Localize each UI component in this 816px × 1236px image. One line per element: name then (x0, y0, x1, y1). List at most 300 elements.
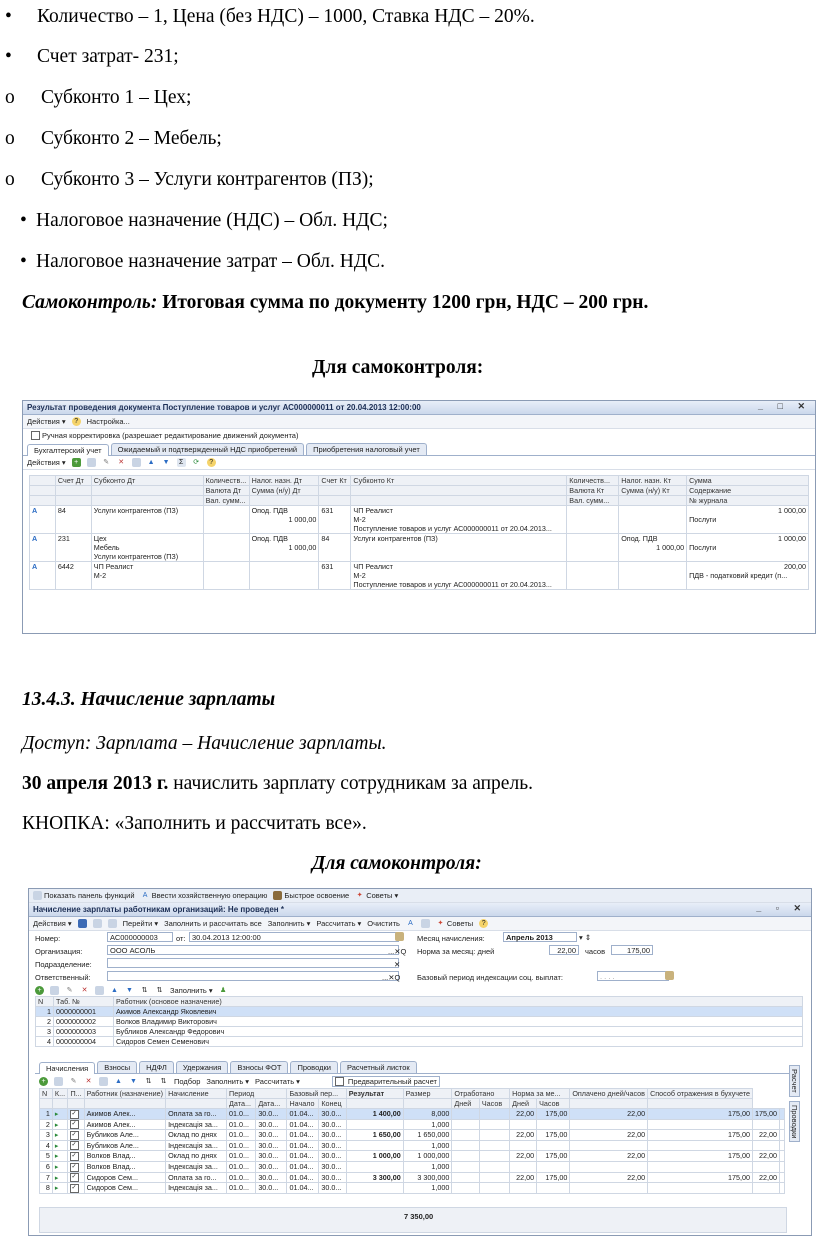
sum-cell (687, 524, 809, 534)
accrual-cell: 01.0... (227, 1109, 256, 1120)
refresh-icon[interactable]: ⟳ (193, 459, 200, 466)
employee-row[interactable] (36, 1017, 803, 1027)
accrual-cell: 30.0... (256, 1183, 287, 1194)
accruals-subheader-cell: Дата... (256, 1099, 287, 1109)
subconto-kt-cell: М-2 (351, 571, 567, 580)
line-subconto-1: o Субконто 1 – Цех; (5, 87, 192, 108)
acc-sort-icon[interactable]: ⇅ (145, 1077, 152, 1085)
accrual-num-cell: 4 (40, 1140, 53, 1151)
side-tab-calc[interactable]: Расчет (789, 1065, 800, 1097)
emp-copy-icon[interactable] (50, 986, 59, 995)
tax-kt-cell (619, 571, 687, 580)
accrual-cell (452, 1161, 480, 1172)
accrual-toolbar (39, 1075, 440, 1087)
tax-kt-cell (619, 552, 687, 562)
accruals-subheader-cell: Начало (287, 1099, 319, 1109)
acc-grid-icon[interactable] (99, 1077, 108, 1086)
postings-row[interactable] (30, 562, 809, 572)
postings-header-cell (91, 496, 203, 506)
postings-header-cell: Налог. назн. Дт (249, 476, 319, 486)
accruals-header-cell: Начисление (166, 1089, 227, 1099)
help-icon-2[interactable]: ? (207, 458, 216, 467)
postings-header-cell (30, 486, 56, 496)
accrual-row[interactable] (40, 1109, 785, 1120)
accrual-cell (780, 1172, 785, 1183)
tab-postings[interactable]: Проводки (290, 1061, 338, 1073)
emp-delete-icon[interactable]: ✕ (81, 986, 88, 994)
accruals-total-bar (39, 1207, 787, 1233)
accrual-check-icon[interactable]: ✓ (70, 1163, 79, 1172)
account-dt-cell: 84 (55, 506, 91, 516)
accrual-cell (510, 1140, 537, 1151)
accrual-cell: 01.04... (287, 1183, 319, 1194)
postings-header-cell: Субконто Кт (351, 476, 567, 486)
accruals-subheader-cell (40, 1099, 53, 1109)
accruals-header-cell: П... (68, 1089, 84, 1099)
accrual-row[interactable] (40, 1140, 785, 1151)
accrual-cell (510, 1119, 537, 1130)
accruals-subheader-cell (648, 1099, 753, 1109)
postings-row[interactable] (30, 524, 809, 534)
accrual-checkbox[interactable] (68, 1172, 84, 1183)
accrual-cell: 30.0... (256, 1172, 287, 1183)
postings-row[interactable] (30, 515, 809, 524)
accrual-tabs (35, 1059, 791, 1074)
acc-add-icon[interactable]: + (39, 1077, 48, 1086)
postings-header-cell (249, 496, 319, 506)
accrual-cell: 01.04... (287, 1140, 319, 1151)
accrual-cell: 175,00 (648, 1172, 753, 1183)
accruals-header-cell: Оплачено дней/часов (570, 1089, 648, 1099)
side-tabs (789, 1065, 805, 1142)
postings-header-cell: Сумма (н/у) Кт (619, 486, 687, 496)
prelim-calc-checkbox[interactable] (335, 1077, 344, 1086)
accrual-cell: 22,00 (510, 1109, 537, 1120)
pick-button[interactable]: Подбор (174, 1076, 201, 1086)
postings-row[interactable] (30, 552, 809, 562)
accrual-type-icon: ▸ (52, 1183, 68, 1194)
postings-header-cell: Сумма (н/у) Дт (249, 486, 319, 496)
acc-sort2-icon[interactable]: ⇅ (160, 1077, 167, 1085)
acc-up-icon[interactable]: ▲ (115, 1077, 122, 1085)
accrual-cell: Індексація за... (166, 1119, 227, 1130)
sum-cell (687, 580, 809, 590)
dept-clear-icon[interactable]: ✕ (394, 960, 401, 969)
accrual-checkbox[interactable] (68, 1119, 84, 1130)
accrual-row[interactable] (40, 1151, 785, 1162)
show-functions-button[interactable]: Показать панель функций (33, 891, 135, 900)
accruals-header-cell: Способ отражения в бухучете (648, 1089, 753, 1099)
accruals-subheader-cell (84, 1099, 165, 1109)
postings-header-cell (619, 496, 687, 506)
postings-cell (203, 562, 249, 572)
posting-result-window (22, 400, 816, 634)
employee-cell: 0000000004 (54, 1037, 114, 1047)
postings-cell (30, 515, 56, 524)
panel-icon (33, 891, 42, 900)
sum-cell (687, 552, 809, 562)
access-line: Доступ: Зарплата – Начисление зарплаты. (22, 733, 387, 754)
accrual-cell (452, 1130, 480, 1141)
postings-cell (567, 506, 619, 516)
postings-cell (567, 552, 619, 562)
accrual-cell (780, 1109, 785, 1120)
accrual-checkbox[interactable] (68, 1140, 84, 1151)
sort-desc-icon[interactable]: ⇅ (156, 986, 163, 994)
payroll-actions-menu[interactable]: Действия ▾ (33, 919, 72, 928)
tax-kt-cell (619, 515, 687, 524)
accrual-cell: 1 000,00 (346, 1151, 403, 1162)
postings-cell (567, 524, 619, 534)
accrual-cell (648, 1119, 753, 1130)
org-label: Организация: (35, 947, 83, 956)
sub-actions-menu[interactable]: Действия ▾ (27, 458, 66, 467)
subconto-dt-cell (91, 580, 203, 590)
month-field[interactable]: Апрель 2013 (503, 932, 577, 942)
accrual-cell: 22,00 (753, 1130, 780, 1141)
emp-up-icon[interactable]: ▲ (111, 986, 118, 994)
accruals-header-cell: Размер (403, 1089, 452, 1099)
accrual-cell: 01.0... (227, 1151, 256, 1162)
resp-select-icon[interactable]: ...✕Q (382, 973, 401, 982)
tab-ndfl[interactable]: НДФЛ (139, 1061, 174, 1073)
subconto-dt-cell: Мебель (91, 543, 203, 552)
delete-icon[interactable]: ✕ (118, 459, 125, 466)
postings-row[interactable] (30, 580, 809, 590)
postings-row[interactable] (30, 506, 809, 516)
accruals-subheader-cell (52, 1099, 68, 1109)
org-field[interactable]: ООО АСОЛЬ (107, 945, 399, 955)
emp-down-icon[interactable]: ▼ (126, 986, 133, 994)
postings-cell (567, 580, 619, 590)
posting-result-titlebar: Результат проведения документа Поступление товаров и услуг АС000000011 от 20.04.2013 12:00:00 _ □ ✕ (23, 401, 815, 415)
fill-calc-all-button[interactable]: Заполнить и рассчитать все (164, 919, 262, 928)
dept-label: Подразделение: (35, 960, 92, 969)
accrual-cell (479, 1183, 509, 1194)
accrual-cell: 01.0... (227, 1119, 256, 1130)
accrual-row[interactable] (40, 1172, 785, 1183)
dept-field[interactable] (107, 958, 399, 968)
accrual-check-icon[interactable]: ✓ (70, 1141, 79, 1150)
postings-cell (55, 524, 91, 534)
accrual-checkbox[interactable] (68, 1183, 84, 1194)
sum-cell: ПДВ - податковий кредит (п... (687, 571, 809, 580)
postings-header-cell: Вал. сумм... (567, 496, 619, 506)
emp-grid-icon[interactable] (95, 986, 104, 995)
postings-header-cell: Количеств... (203, 476, 249, 486)
accrual-cell: Бубликов Але... (84, 1140, 165, 1151)
number-field[interactable]: АС000000003 (107, 932, 173, 942)
org-select-icon[interactable]: ...✕Q (388, 947, 407, 956)
dt-kt-icon[interactable]: A (408, 920, 413, 927)
tab-contributions[interactable]: Взносы (97, 1061, 137, 1073)
month-dropdown-icon[interactable]: ▾ ⇕ (579, 933, 592, 942)
postings-cell (30, 580, 56, 590)
tips-button-2[interactable]: ✦ Советы (437, 919, 474, 928)
accrual-cell: 30.0... (319, 1183, 346, 1194)
tax-kt-cell: Опод. ПДВ (619, 534, 687, 544)
acc-delete-icon[interactable]: ✕ (85, 1077, 92, 1085)
save-icon[interactable] (78, 919, 87, 928)
clear-button[interactable]: Очистить (367, 919, 400, 928)
postings-row[interactable] (30, 571, 809, 580)
employee-row[interactable] (36, 1007, 803, 1017)
accrual-cell (452, 1183, 480, 1194)
acc-fill-menu[interactable]: Заполнить ▾ (206, 1076, 250, 1086)
prelim-calc-toggle[interactable]: Предварительный расчет (332, 1076, 440, 1087)
postings-header-cell: Счет Кт (319, 476, 351, 486)
norm-days-field[interactable]: 22,00 (549, 945, 579, 955)
accrual-type-icon: ▸ (52, 1109, 68, 1120)
window-controls-2[interactable]: _ ▫ ✕ (756, 903, 807, 913)
postings-row[interactable] (30, 543, 809, 552)
tax-kt-cell (619, 562, 687, 572)
emp-fill-menu[interactable]: Заполнить ▾ (170, 985, 213, 995)
accrual-type-icon: ▸ (52, 1119, 68, 1130)
copy-icon[interactable] (87, 458, 96, 467)
sum-icon[interactable]: Σ (177, 458, 186, 467)
accrual-cell (753, 1119, 780, 1130)
move-down-icon[interactable]: ▼ (162, 459, 170, 466)
accrual-num-cell: 2 (40, 1119, 53, 1130)
accrual-check-icon[interactable]: ✓ (70, 1184, 79, 1193)
accrual-check-icon[interactable]: ✓ (70, 1110, 79, 1119)
subconto-dt-cell (91, 515, 203, 524)
accrual-type-icon: ▸ (52, 1161, 68, 1172)
settings-menu[interactable]: Настройка... (86, 417, 130, 426)
account-kt-cell: 631 (319, 506, 351, 516)
accruals-header-cell: Базовый пер... (287, 1089, 346, 1099)
base-period-field[interactable]: . . . . (597, 971, 669, 981)
accrual-check-icon[interactable]: ✓ (70, 1131, 79, 1140)
tax-dt-cell (249, 552, 319, 562)
accrual-cell (479, 1140, 509, 1151)
accruals-header-row (40, 1089, 785, 1099)
accrual-row[interactable] (40, 1130, 785, 1141)
postings-cell (319, 543, 351, 552)
postings-cell (567, 562, 619, 572)
selfcheck-heading-2: Для самоконтроля: (312, 853, 482, 874)
line-subconto-2: o Субконто 2 – Мебель; (5, 128, 222, 149)
add-icon[interactable]: + (72, 458, 81, 467)
grid-icon[interactable] (132, 458, 141, 467)
employee-toolbar (35, 984, 228, 996)
tab-tax-purchases[interactable]: Приобретения налоговый учет (306, 443, 427, 455)
accrual-cell: Акимов Алек... (84, 1109, 165, 1120)
calendar-icon[interactable] (395, 932, 404, 941)
accrual-checkbox[interactable] (68, 1161, 84, 1172)
accrual-cell (570, 1119, 648, 1130)
resp-field[interactable] (107, 971, 399, 981)
employee-row[interactable] (36, 1027, 803, 1037)
posting-tabs (23, 441, 815, 456)
emp-edit-icon[interactable]: ✎ (66, 986, 73, 994)
move-up-icon[interactable]: ▲ (147, 459, 155, 466)
accrual-cell (452, 1109, 480, 1120)
accrual-cell (780, 1161, 785, 1172)
accrual-cell: 22,00 (570, 1151, 648, 1162)
emp-people-icon[interactable]: ♟ (219, 986, 227, 994)
accrual-cell: 22,00 (753, 1172, 780, 1183)
subconto-kt-cell: Поступление товаров и услуг АС000000011 от 20.04.2013... (351, 524, 567, 534)
dtkt-icon: A (30, 562, 56, 572)
postings-cell (567, 515, 619, 524)
list-icon[interactable] (421, 919, 430, 928)
employee-cell: 0000000002 (54, 1017, 114, 1027)
postings-header-cell: Налог. назн. Кт (619, 476, 687, 486)
from-label: от: (176, 934, 186, 943)
accrual-cell: 3 300,00 (346, 1172, 403, 1183)
sort-asc-icon[interactable]: ⇅ (141, 986, 148, 994)
accrual-cell (780, 1183, 785, 1194)
postings-cell (30, 543, 56, 552)
postings-header-cell (55, 486, 91, 496)
accrual-cell: 175,00 (537, 1151, 570, 1162)
accrual-cell: Бубликов Але... (84, 1130, 165, 1141)
acc-copy-icon[interactable] (54, 1077, 63, 1086)
quick-learning-button[interactable]: Быстрое освоение (273, 891, 349, 900)
goto-menu[interactable]: Перейти ▾ (122, 919, 159, 928)
postings-cell (55, 552, 91, 562)
help-icon[interactable]: ? (72, 417, 81, 426)
section-title: 13.4.3. Начисление зарплаты (22, 689, 276, 710)
date-field[interactable]: 30.04.2013 12:00:00 (189, 932, 399, 942)
accrual-cell (479, 1119, 509, 1130)
tax-dt-cell: Опод. ПДВ (249, 506, 319, 516)
postings-header-row (30, 476, 809, 486)
employee-cell: Сидоров Семен Семенович (114, 1037, 803, 1047)
employee-cell: 0000000003 (54, 1027, 114, 1037)
accrual-cell (648, 1161, 753, 1172)
accrual-cell: 30.0... (256, 1119, 287, 1130)
accrual-row[interactable] (40, 1119, 785, 1130)
tax-dt-cell: 1 000,00 (249, 543, 319, 552)
tax-dt-cell (249, 524, 319, 534)
postings-cell (203, 552, 249, 562)
account-kt-cell: 631 (319, 562, 351, 572)
accrual-cell: 30.0... (319, 1119, 346, 1130)
emp-add-icon[interactable]: + (35, 986, 44, 995)
accruals-header-cell: Норма за ме... (510, 1089, 570, 1099)
postings-header-row (30, 496, 809, 506)
employee-cell: 3 (36, 1027, 54, 1037)
norm-hours-field[interactable]: 175,00 (611, 945, 653, 955)
accrual-cell (479, 1161, 509, 1172)
base-period-icon[interactable] (665, 971, 674, 980)
accrual-cell (570, 1161, 648, 1172)
tab-payslip[interactable]: Расчетный листок (340, 1061, 417, 1073)
payroll-toolbar (29, 917, 811, 931)
acc-calc-menu[interactable]: Рассчитать ▾ (255, 1076, 300, 1086)
accrual-cell: 175,00 (537, 1172, 570, 1183)
accrual-cell (648, 1140, 753, 1151)
acc-down-icon[interactable]: ▼ (130, 1077, 137, 1085)
accrual-cell: 3 300,000 (403, 1172, 452, 1183)
postings-row[interactable] (30, 534, 809, 544)
accrual-cell (753, 1140, 780, 1151)
subconto-kt-cell (351, 543, 567, 552)
actions-menu[interactable]: Действия ▾ (27, 417, 66, 426)
accrual-row[interactable] (40, 1161, 785, 1172)
postings-cell (319, 552, 351, 562)
postings-cell (55, 515, 91, 524)
accrual-check-icon[interactable]: ✓ (70, 1152, 79, 1161)
print-icon[interactable] (108, 919, 117, 928)
accrual-check-icon[interactable]: ✓ (70, 1173, 79, 1182)
accrual-row[interactable] (40, 1183, 785, 1194)
employee-cell: Акимов Александр Яковлевич (114, 1007, 803, 1017)
accrual-cell: 22,00 (510, 1130, 537, 1141)
manual-correction-checkbox[interactable] (31, 431, 40, 440)
subconto-dt-cell: Услуги контрагентов (ПЗ) (91, 506, 203, 516)
tab-accounting[interactable]: Бухгалтерский учет (27, 444, 109, 456)
employee-header-cell: Таб. № (54, 997, 114, 1007)
accruals-subheader-row (40, 1099, 785, 1109)
help-icon-3[interactable]: ? (479, 919, 488, 928)
accrual-cell (452, 1151, 480, 1162)
tab-contrib-fot[interactable]: Взносы ФОТ (230, 1061, 288, 1073)
employee-row[interactable] (36, 1037, 803, 1047)
accrual-cell: Сидоров Сем... (84, 1172, 165, 1183)
account-dt-cell: 6442 (55, 562, 91, 572)
acc-edit-icon[interactable]: ✎ (70, 1077, 77, 1085)
accrual-type-icon: ▸ (52, 1130, 68, 1141)
accrual-cell: 01.04... (287, 1161, 319, 1172)
accrual-cell: 175,00 (537, 1109, 570, 1120)
accrual-cell: Оклад по днях (166, 1130, 227, 1141)
accruals-header-cell: Результат (346, 1089, 403, 1099)
accrual-num-cell: 6 (40, 1161, 53, 1172)
tab-vat-expected[interactable]: Ожидаемый и подтвержденный НДС приобретений (111, 443, 305, 455)
enter-operation-button[interactable]: A Ввести хозяйственную операцию (141, 891, 268, 900)
accrual-cell: 01.04... (287, 1119, 319, 1130)
accrual-checkbox[interactable] (68, 1109, 84, 1120)
side-tab-postings[interactable]: Проводки (789, 1101, 800, 1143)
accrual-cell: Оплата за го... (166, 1109, 227, 1120)
accrual-cell (452, 1172, 480, 1183)
accrual-cell: 01.04... (287, 1130, 319, 1141)
tab-deductions[interactable]: Удержания (176, 1061, 228, 1073)
accrual-cell (537, 1119, 570, 1130)
accrual-checkbox[interactable] (68, 1130, 84, 1141)
fill-menu[interactable]: Заполнить ▾ (267, 919, 311, 928)
tax-dt-cell: 1 000,00 (249, 515, 319, 524)
accrual-num-cell: 5 (40, 1151, 53, 1162)
postings-cell (30, 571, 56, 580)
calc-menu[interactable]: Рассчитать ▾ (316, 919, 362, 928)
sum-cell: 200,00 (687, 562, 809, 572)
accrual-checkbox[interactable] (68, 1151, 84, 1162)
accrual-cell: 01.0... (227, 1130, 256, 1141)
tab-accruals[interactable]: Начисления (39, 1062, 95, 1074)
accrual-check-icon[interactable]: ✓ (70, 1120, 79, 1129)
postings-cell (203, 580, 249, 590)
post-icon[interactable] (93, 919, 102, 928)
employee-header-cell: N (36, 997, 54, 1007)
accrual-cell (780, 1140, 785, 1151)
accrual-cell (346, 1140, 403, 1151)
employee-cell: 1 (36, 1007, 54, 1017)
window-controls[interactable]: _ □ ✕ (758, 401, 811, 411)
line-self-control: Самоконтроль: Итоговая сумма по документу 1200 грн, НДС – 200 грн. (22, 292, 649, 313)
edit-icon[interactable]: ✎ (103, 459, 110, 466)
accrual-cell: 01.04... (287, 1151, 319, 1162)
accruals-header-cell: N (40, 1089, 53, 1099)
postings-header-cell (351, 496, 567, 506)
tips-button[interactable]: ✦ Советы ▾ (356, 891, 399, 900)
manual-correction-row: Ручная корректировка (разрешает редактирование движений документа) (23, 429, 815, 441)
line-quantity: • Количество – 1, Цена (без НДС) – 1000, Ставка НДС – 20%. (5, 6, 535, 27)
